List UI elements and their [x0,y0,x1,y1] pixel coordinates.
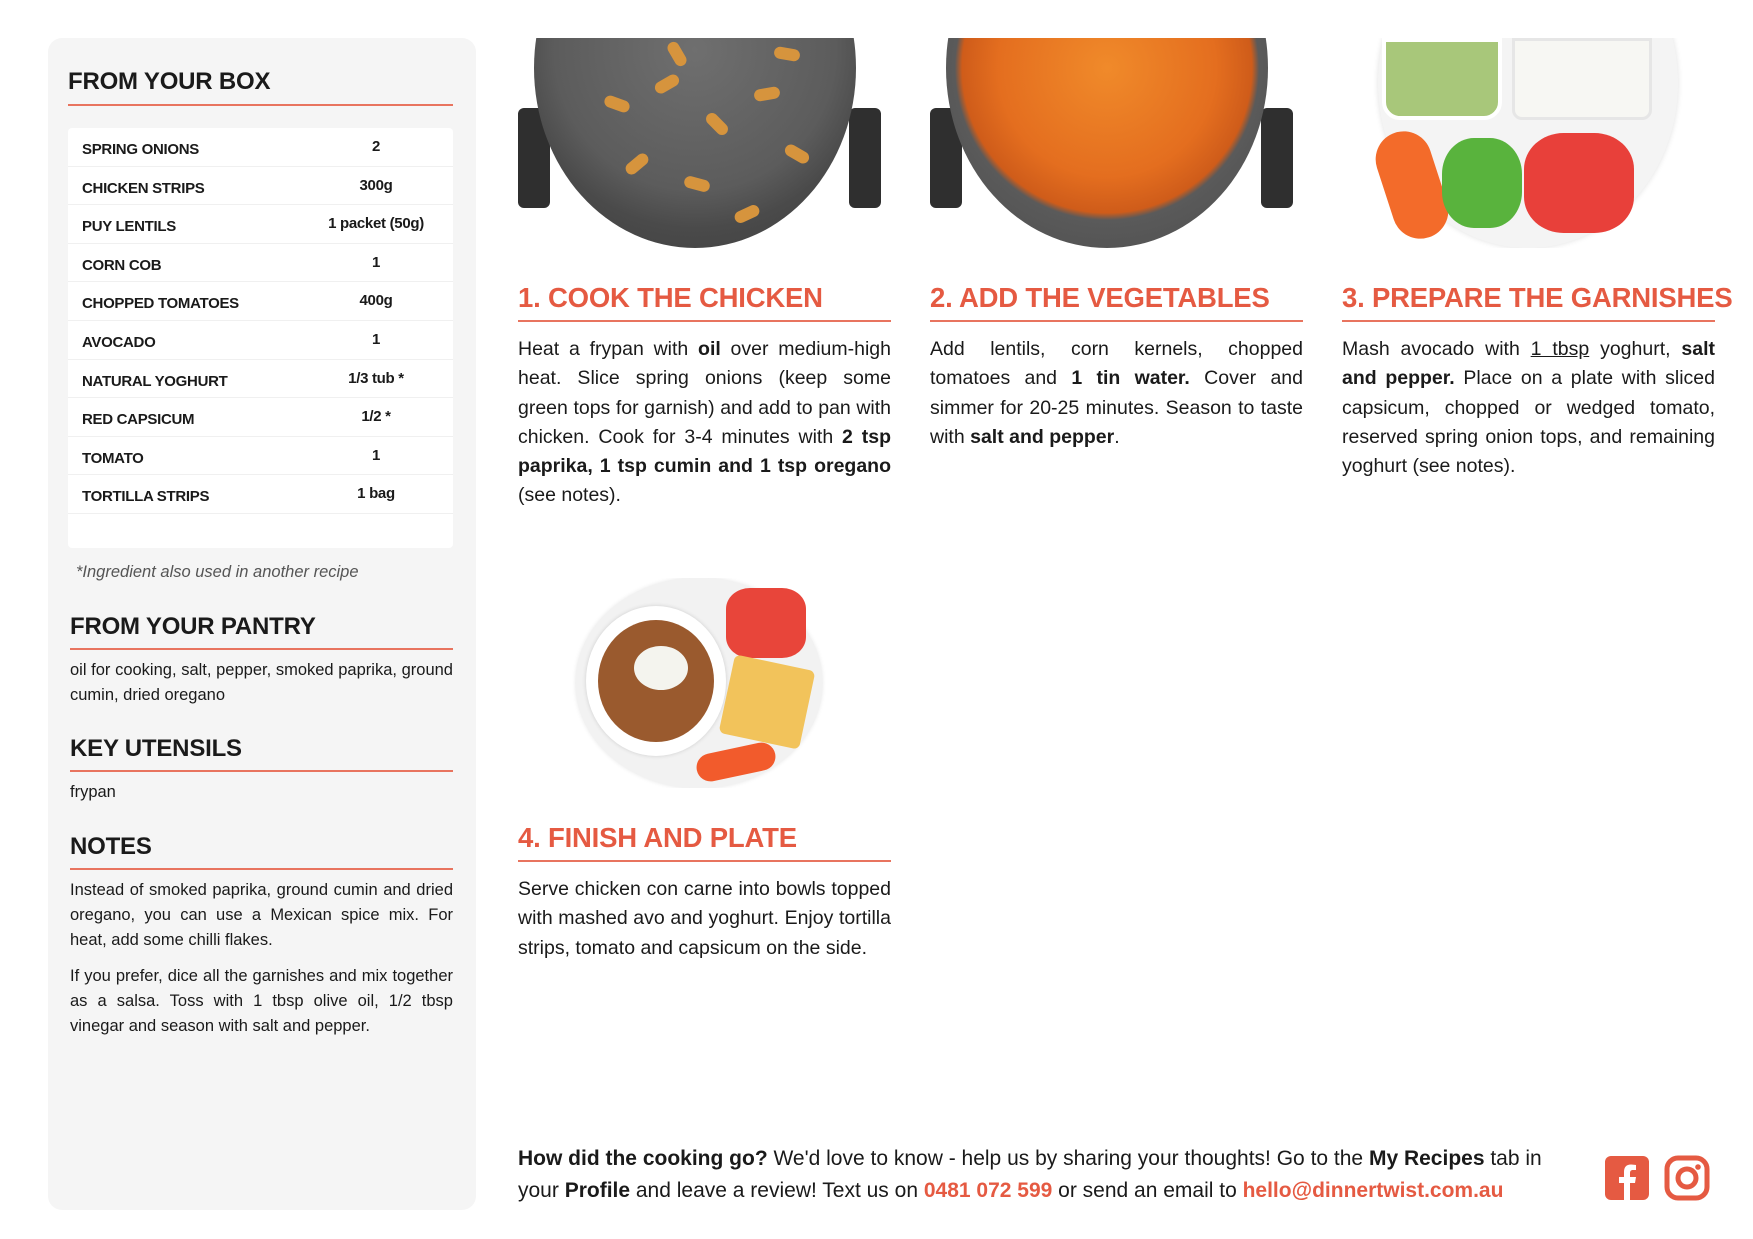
ingredient-quantity: 1 packet (50g) [328,215,424,233]
step-rule [930,320,1303,322]
step-3-title: 3. PREPARE THE GARNISHES [1342,282,1733,313]
ingredient-name: PUY LENTILS [82,218,176,236]
ingredient-quantity: 300g [359,176,393,194]
heading-rule [70,770,453,772]
step-3-text: Mash avocado with 1 tbsp yoghurt, salt and pepper. Place on a plate with sliced capsicum, chopped or wedged tomato, reserved spring onion tops, and remaining yoghurt (see notes). [1342,338,1715,478]
ingredient-quantity: 1/2 * [361,408,391,426]
step-1 [518,38,891,518]
ingredient-name: NATURAL YOGHURT [82,372,228,390]
facebook-icon[interactable] [1604,1155,1650,1201]
ingredient-quantity: 400g [359,292,393,310]
ingredient-name: AVOCADO [82,333,156,351]
table-row [68,437,453,476]
step-1-title: 1. COOK THE CHICKEN [518,282,823,313]
heading-rule [70,648,453,650]
ingredient-quantity: 1 bag [357,485,395,503]
step-2-image [930,38,1303,248]
pantry-heading: FROM YOUR PANTRY [70,613,316,640]
ingredient-quantity: 1 [371,253,381,271]
table-row [68,167,453,206]
ingredient-name: TORTILLA STRIPS [82,488,210,506]
step-rule [518,860,891,862]
step-rule [518,320,891,322]
step-1-image [518,38,891,248]
table-row [68,282,453,321]
step-rule [1342,320,1715,322]
table-row [68,128,453,167]
step-4-image [518,578,891,788]
table-row [68,398,453,437]
ingredient-name: CHOPPED TOMATOES [82,295,239,313]
table-row [68,321,453,360]
step-2 [930,38,1303,518]
ingredients-sidebar [48,38,476,1210]
heading-rule [68,104,453,106]
ingredient-name: SPRING ONIONS [82,141,199,158]
pantry-text: oil for cooking, salt, pepper, smoked paprika, ground cumin, dried oregano [70,661,453,704]
step-3-image [1342,38,1715,248]
ingredient-quantity: 2 [371,138,381,155]
utensils-heading: KEY UTENSILS [70,735,242,762]
ingredient-quantity: 1/3 tub * [348,369,404,387]
footnote: *Ingredient also used in another recipe [76,563,359,581]
step-3 [1342,38,1733,518]
ingredient-quantity: 1 [371,446,381,464]
table-row [68,475,453,514]
box-ingredients-table [68,128,453,548]
notes-heading: NOTES [70,833,152,860]
step-4-title: 4. FINISH AND PLATE [518,822,797,853]
ingredient-quantity: 1 [371,330,381,348]
table-row [68,205,453,244]
ingredient-name: CORN COB [82,256,162,274]
step-1-text: Heat a frypan with oil over medium-high heat. Slice spring onions (keep some green tops for garnish) and add to pan with chicken. Cook for 3-4 minutes with 2 tsp paprika, 1 tsp cumin and 1 tsp oregano (see notes). [518,338,891,507]
table-row [68,360,453,399]
ingredient-name: TOMATO [82,449,144,467]
notes-paragraph-1: Instead of smoked paprika, ground cumin and dried oregano, you can use a Mexican spice mix. For heat, add some chilli flakes. [70,881,453,949]
notes-paragraph-2: If you prefer, dice all the garnishes and mix together as a salsa. Toss with 1 tbsp olive oil, 1/2 tbsp vinegar and season with salt and pepper. [70,967,453,1035]
ingredient-name: CHICKEN STRIPS [82,179,205,197]
phone-link[interactable]: 0481 072 599 [923,1178,1053,1202]
heading-rule [70,868,453,870]
table-row [68,244,453,283]
instagram-icon[interactable] [1664,1155,1710,1201]
utensils-text: frypan [70,783,116,801]
step-4-text: Serve chicken con carne into bowls topped with mashed avo and yoghurt. Enjoy tortilla strips, tomato and capsicum on the side. [518,878,891,959]
email-link[interactable]: hello@dinnertwist.com.au [1242,1178,1504,1202]
step-2-title: 2. ADD THE VEGETABLES [930,282,1270,313]
review-footer: How did the cooking go? We'd love to know - help us by sharing your thoughts! Go to the My Recipes tab in your Profile and leave a review! Text us on 0481 072 599 or send an email to hello@dinnertwist.com.au [518,1147,1542,1202]
step-2-text: Add lentils, corn kernels, chopped tomatoes and 1 tin water. Cover and simmer for 20-25 minutes. Season to taste with salt and pepper. [930,338,1303,448]
from-box-heading: FROM YOUR BOX [68,68,271,95]
step-4 [518,578,891,998]
ingredient-name: RED CAPSICUM [82,411,195,429]
